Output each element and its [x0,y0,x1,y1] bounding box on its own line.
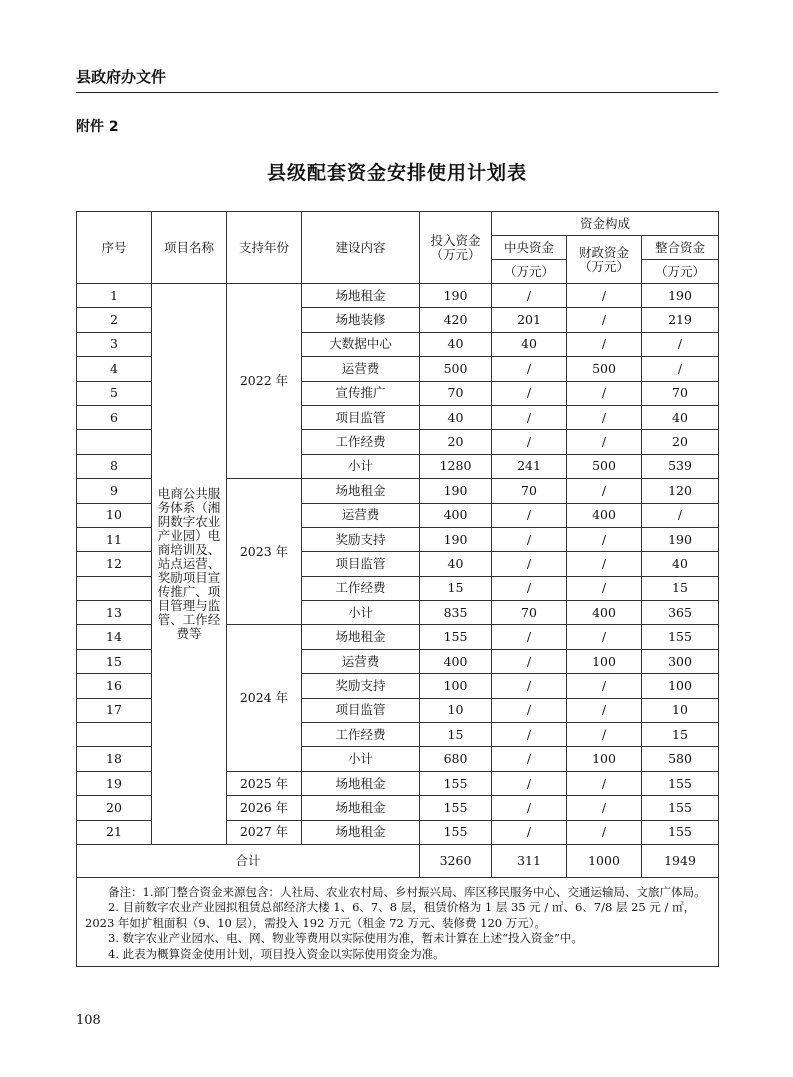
finance-fund: / [567,527,642,551]
construction-content: 运营费 [302,503,420,527]
central-fund: 201 [492,308,567,332]
invest-amount: 10 [420,698,492,722]
row-number: 17 [77,698,152,722]
central-fund: / [492,430,567,454]
construction-content: 奖励支持 [302,674,420,698]
finance-fund: 500 [567,357,642,381]
header-composition: 资金构成 [492,212,719,236]
header-invest [420,212,492,284]
header-no: 序号 [77,212,152,284]
total-row [77,844,719,877]
row-number: 9 [77,479,152,503]
invest-amount: 155 [420,820,492,844]
page-number: 108 [76,1013,101,1028]
integrated-fund: 155 [642,771,719,795]
central-fund: 70 [492,601,567,625]
invest-amount: 155 [420,796,492,820]
finance-fund: / [567,405,642,429]
finance-fund: / [567,820,642,844]
row-number: 20 [77,796,152,820]
integrated-fund: 190 [642,284,719,308]
support-year: 2026 年 [227,796,302,820]
header-central-unit: （万元） [492,260,567,284]
integrated-fund: 15 [642,576,719,600]
central-fund: / [492,381,567,405]
total-integrated: 1949 [642,844,719,877]
integrated-fund: 155 [642,625,719,649]
integrated-fund: 15 [642,723,719,747]
construction-content: 项目监管 [302,698,420,722]
finance-fund: / [567,723,642,747]
row-number: 13 [77,601,152,625]
row-number: 2 [77,308,152,332]
finance-fund: / [567,479,642,503]
row-number [77,430,152,454]
row-number: 1 [77,284,152,308]
row-number: 11 [77,527,152,551]
finance-fund: / [567,308,642,332]
central-fund: 241 [492,454,567,478]
integrated-fund: 40 [642,552,719,576]
construction-content: 场地租金 [302,820,420,844]
invest-amount: 400 [420,503,492,527]
support-year: 2025 年 [227,771,302,795]
finance-fund: / [567,332,642,356]
central-fund: / [492,771,567,795]
construction-content: 场地租金 [302,625,420,649]
construction-content: 小计 [302,601,420,625]
header-central: 中央资金 [492,236,567,260]
finance-fund: / [567,284,642,308]
invest-amount: 500 [420,357,492,381]
construction-content: 宣传推广 [302,381,420,405]
finance-fund: 400 [567,503,642,527]
finance-fund: 100 [567,747,642,771]
central-fund: / [492,527,567,551]
construction-content: 场地装修 [302,308,420,332]
integrated-fund: 100 [642,674,719,698]
note-line: 2. 目前数字农业产业园拟租赁总部经济大楼 1、6、7、8 层，租赁价格为 1 层 35 元 / ㎡、6、7/8 层 25 元 / ㎡，2023 年如扩租面积（9、10 层），需投入 192 万元（租金 72 万元、装修费 120 万元）。 [85,900,696,930]
support-year: 2023 年 [227,479,302,625]
construction-content: 项目监管 [302,552,420,576]
row-number: 6 [77,405,152,429]
finance-fund: 500 [567,454,642,478]
integrated-fund: 40 [642,405,719,429]
integrated-fund: 70 [642,381,719,405]
notes-cell [77,877,719,967]
row-number: 21 [77,820,152,844]
total-finance: 1000 [567,844,642,877]
row-number: 5 [77,381,152,405]
invest-amount: 100 [420,674,492,698]
construction-content: 场地租金 [302,284,420,308]
total-central: 311 [492,844,567,877]
finance-fund: / [567,771,642,795]
central-fund: / [492,674,567,698]
row-number: 15 [77,649,152,673]
central-fund: 70 [492,479,567,503]
integrated-fund: 120 [642,479,719,503]
invest-amount: 40 [420,332,492,356]
invest-amount: 190 [420,284,492,308]
header-content: 建设内容 [302,212,420,284]
table-row [77,284,719,308]
integrated-fund: 190 [642,527,719,551]
central-fund: / [492,625,567,649]
construction-content: 奖励支持 [302,527,420,551]
integrated-fund: 539 [642,454,719,478]
central-fund: / [492,284,567,308]
construction-content: 运营费 [302,649,420,673]
central-fund: 40 [492,332,567,356]
integrated-fund: 20 [642,430,719,454]
row-number [77,723,152,747]
integrated-fund: 155 [642,820,719,844]
finance-fund: / [567,381,642,405]
header-finance-label: 财政资金 [578,244,629,260]
central-fund: / [492,357,567,381]
integrated-fund: 580 [642,747,719,771]
header-integrated: 整合资金 [642,236,719,260]
row-number: 12 [77,552,152,576]
integrated-fund: 219 [642,308,719,332]
central-fund: / [492,405,567,429]
construction-content: 小计 [302,747,420,771]
invest-amount: 40 [420,405,492,429]
central-fund: / [492,747,567,771]
note-line: 3. 数字农业产业园水、电、网、物业等费用以实际使用为准，暂未计算在上述“投入资金”中。 [108,931,583,946]
finance-fund: / [567,576,642,600]
header-integrated-unit: （万元） [642,260,719,284]
note-line: 备注：1.部门整合资金来源包含：人社局、农业农村局、乡村振兴局、库区移民服务中心、交通运输局、文旅广体局。 [108,884,706,899]
finance-fund: / [567,796,642,820]
attachment-label: 附件 2 [76,119,119,135]
construction-content: 项目监管 [302,405,420,429]
project-name: 电商公共服务体系（湘阴数字农业产业园）电商培训及、站点运营、奖励项目宣传推广、项目管理与监管、工作经费等 [152,284,227,845]
invest-amount: 40 [420,552,492,576]
integrated-fund: / [642,357,719,381]
finance-fund: / [567,625,642,649]
finance-fund: / [567,698,642,722]
row-number [77,576,152,600]
header-invest-label: 投入资金 [430,232,481,248]
integrated-fund: 300 [642,649,719,673]
invest-amount: 70 [420,381,492,405]
table-title: 县级配套资金安排使用计划表 [266,162,527,184]
row-number: 16 [77,674,152,698]
support-year: 2024 年 [227,625,302,771]
construction-content: 场地租金 [302,796,420,820]
header-invest-unit: （万元） [430,246,481,262]
invest-amount: 15 [420,576,492,600]
total-invest: 3260 [420,844,492,877]
invest-amount: 190 [420,479,492,503]
invest-amount: 1280 [420,454,492,478]
row-number: 4 [77,357,152,381]
header-year: 支持年份 [227,212,302,284]
construction-content: 运营费 [302,357,420,381]
finance-fund: 100 [567,649,642,673]
document-header: 县政府办文件 [76,68,167,86]
construction-content: 工作经费 [302,723,420,747]
funding-plan-table [76,211,719,967]
central-fund: / [492,820,567,844]
total-label: 合计 [77,844,420,877]
construction-content: 小计 [302,454,420,478]
invest-amount: 155 [420,771,492,795]
header-finance-unit: （万元） [578,258,629,274]
note-line: 4. 此表为概算资金使用计划，项目投入资金以实际使用资金为准。 [108,946,445,961]
invest-amount: 15 [420,723,492,747]
construction-content: 场地租金 [302,771,420,795]
finance-fund: / [567,552,642,576]
notes-row [77,877,719,967]
central-fund: / [492,576,567,600]
row-number: 8 [77,454,152,478]
central-fund: / [492,552,567,576]
central-fund: / [492,503,567,527]
finance-fund: / [567,674,642,698]
integrated-fund: / [642,332,719,356]
invest-amount: 190 [420,527,492,551]
central-fund: / [492,796,567,820]
header-project: 项目名称 [152,212,227,284]
invest-amount: 155 [420,625,492,649]
invest-amount: 835 [420,601,492,625]
central-fund: / [492,723,567,747]
integrated-fund: 10 [642,698,719,722]
construction-content: 工作经费 [302,430,420,454]
central-fund: / [492,649,567,673]
central-fund: / [492,698,567,722]
construction-content: 工作经费 [302,576,420,600]
row-number: 3 [77,332,152,356]
integrated-fund: 365 [642,601,719,625]
invest-amount: 420 [420,308,492,332]
row-number: 19 [77,771,152,795]
support-year: 2022 年 [227,284,302,479]
row-number: 14 [77,625,152,649]
integrated-fund: 155 [642,796,719,820]
finance-fund: 400 [567,601,642,625]
invest-amount: 20 [420,430,492,454]
row-number: 18 [77,747,152,771]
construction-content: 大数据中心 [302,332,420,356]
invest-amount: 680 [420,747,492,771]
header-finance [567,236,642,284]
invest-amount: 400 [420,649,492,673]
row-number: 10 [77,503,152,527]
finance-fund: / [567,430,642,454]
construction-content: 场地租金 [302,479,420,503]
header-divider [76,92,718,93]
integrated-fund: / [642,503,719,527]
support-year: 2027 年 [227,820,302,844]
